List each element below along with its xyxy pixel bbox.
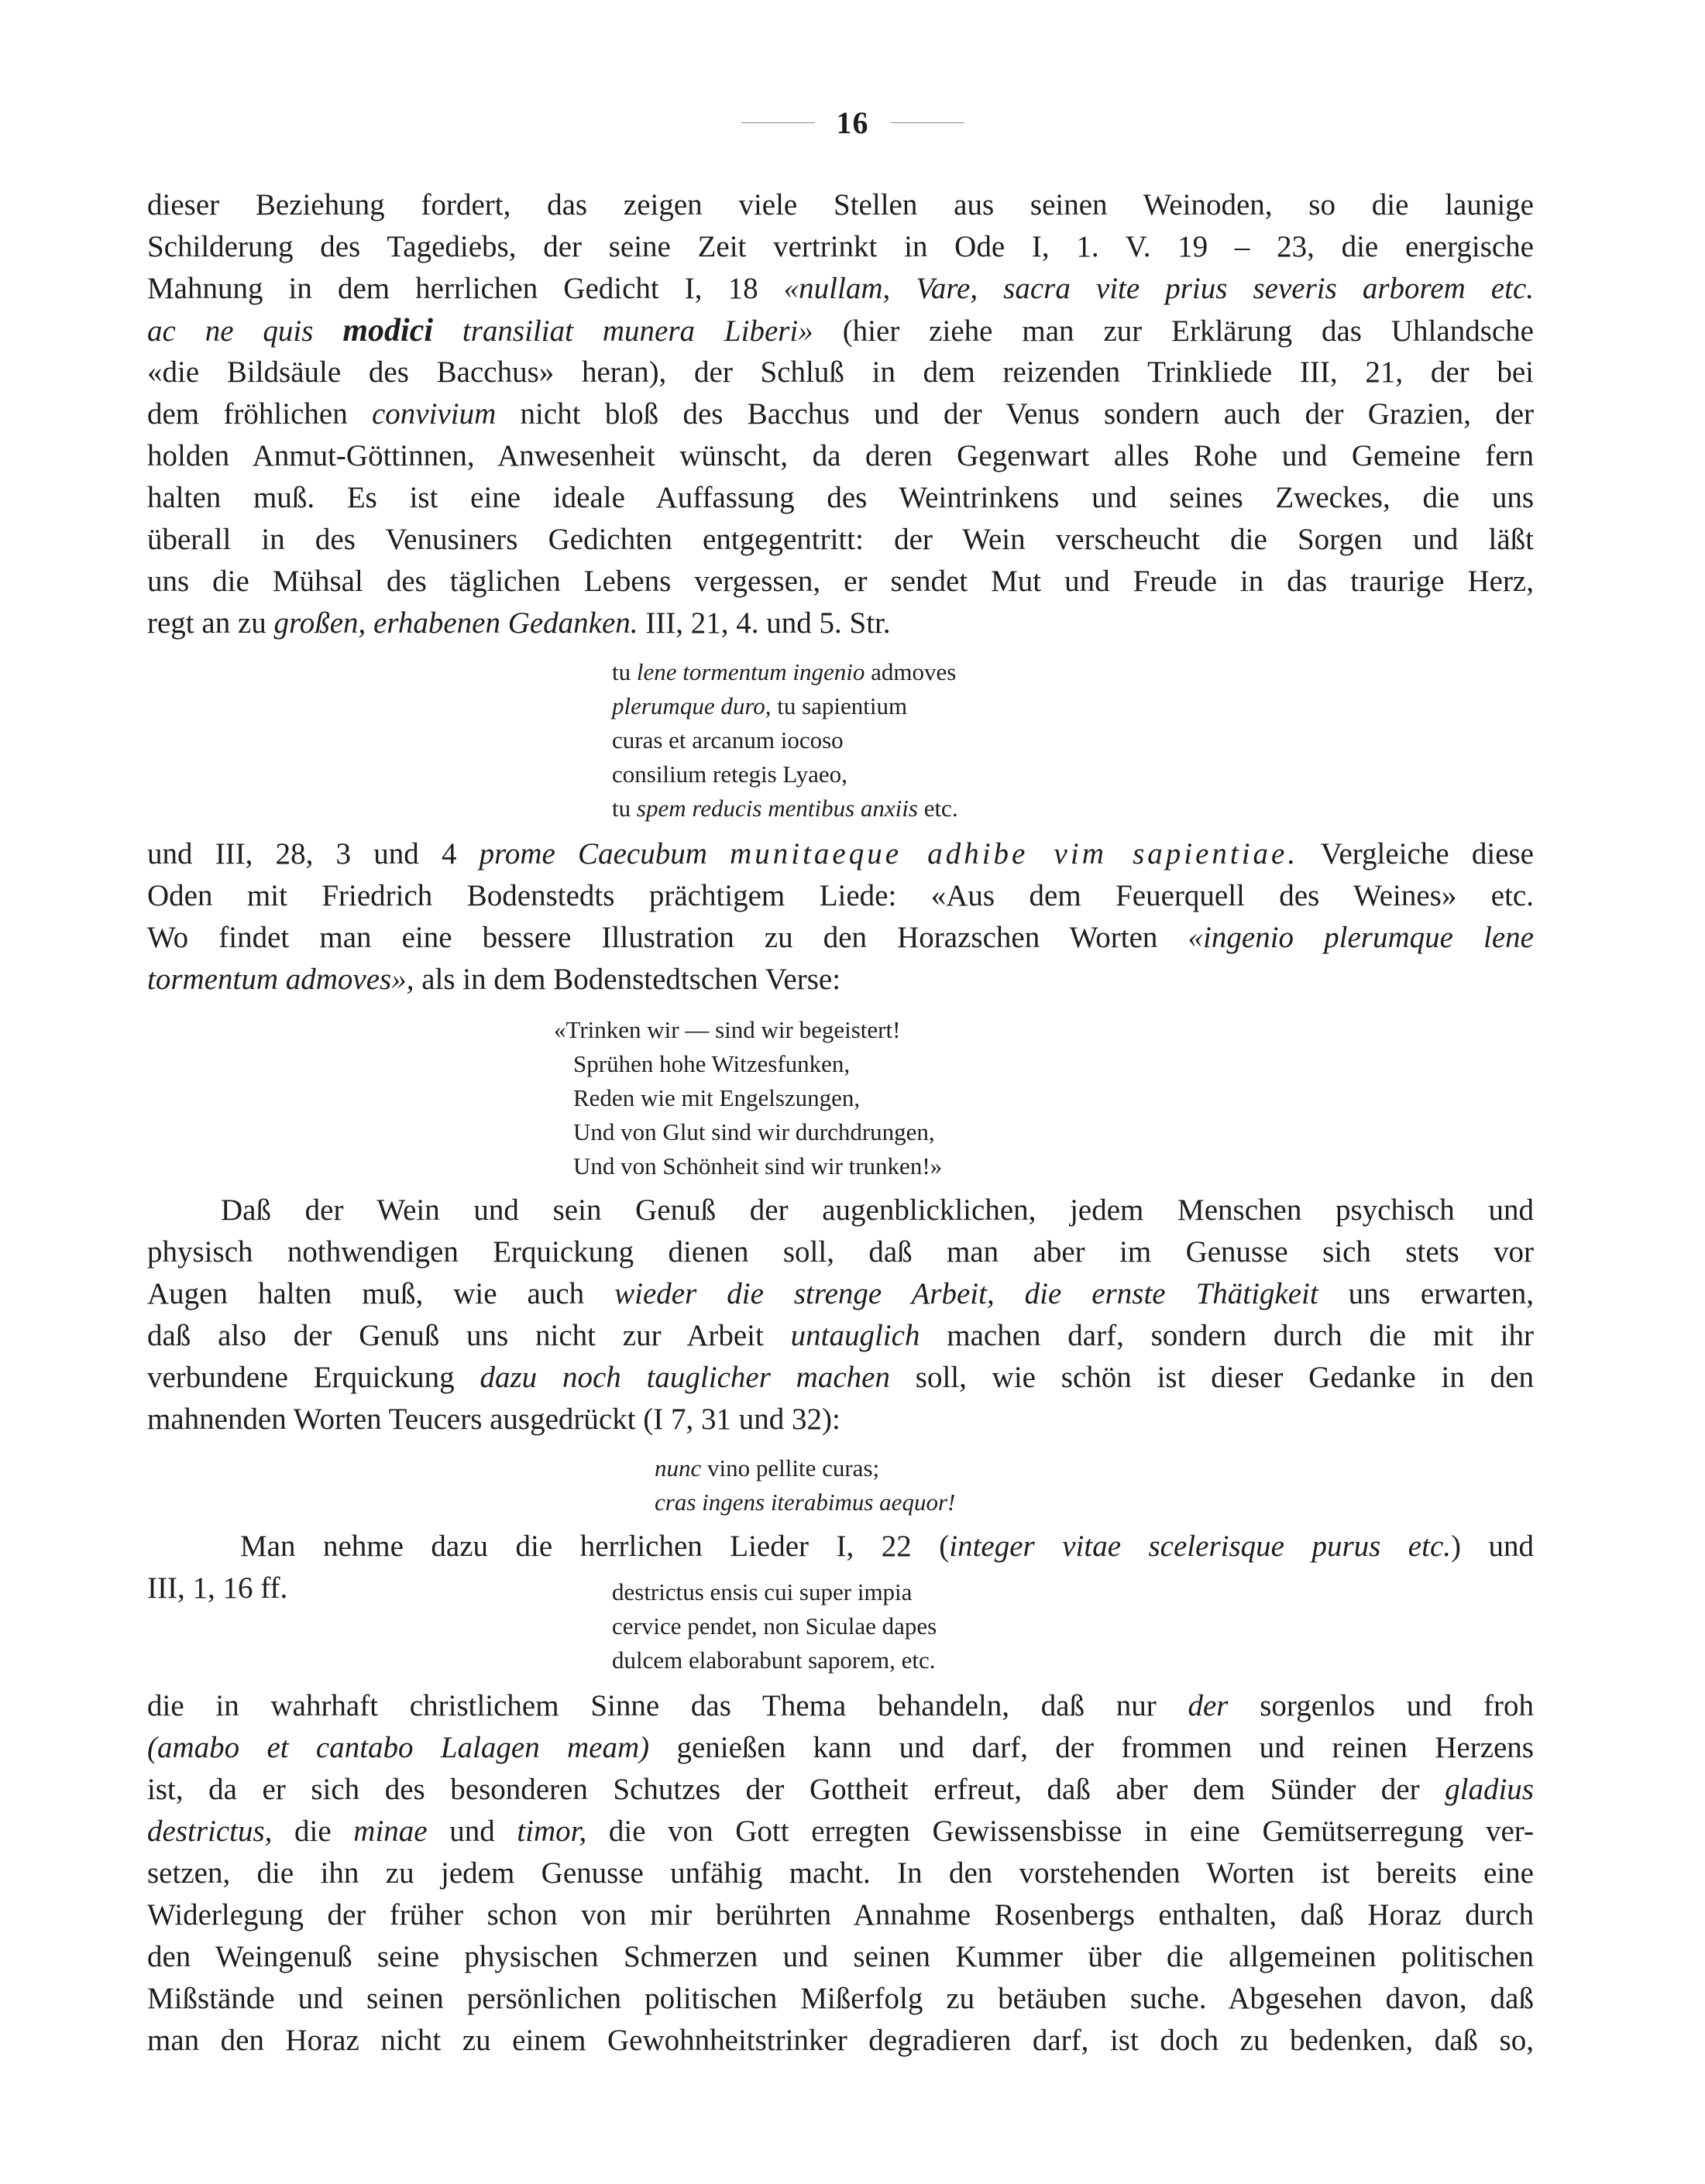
text-line: und III, 28, 3 und 4 prome Caecubum munitaeque adhibe vim sapientiae. Vergleiche diese (147, 837, 1534, 871)
text-line: tormentum admoves», als in dem Bodenstedtschen Verse: (147, 963, 841, 996)
verse-line: tu spem reducis mentibus anxiis etc. (612, 795, 958, 822)
verse-line: Und von Schönheit sind wir trunken!» (573, 1152, 943, 1180)
text-line: Widerlegung der früher schon von mir berührten Annahme Rosenbergs enthalten, daß Horaz durch (147, 1898, 1534, 1932)
verse-line: Und von Glut sind wir durchdrungen, (573, 1118, 935, 1145)
text-line: ac ne quis modici transiliat munera Liberi» (hier ziehe man zur Erklärung das Uhlandsche (147, 313, 1534, 349)
text-line: destrictus, die minae und timor, die von Gott erregten Gewissensbisse in eine Gemütserregung ver- (147, 1815, 1535, 1848)
text-line: dem fröhlichen convivium nicht bloß des Bacchus und der Venus sondern auch der Grazien, der (147, 397, 1534, 431)
text-line: man den Horaz nicht zu einem Gewohnheitstrinker degradieren darf, ist doch zu bedenken, daß so, (147, 2024, 1534, 2057)
verse-line: destrictus ensis cui super impia (612, 1578, 913, 1605)
page-number-rule-right (891, 122, 964, 123)
text-line: holden Anmut-Göttinnen, Anwesenheit wünscht, da deren Gegenwart alles Rohe und Gemeine fern (147, 439, 1534, 472)
text-line: Wo findet man eine bessere Illustration zu den Horazschen Worten «ingenio plerumque lene (147, 921, 1534, 954)
text-line: überall in des Venusiners Gedichten entgegentritt: der Wein verscheucht die Sorgen und läßt (147, 523, 1534, 556)
verse-line: «Trinken wir — sind wir begeistert! (554, 1016, 901, 1043)
text-line: III, 1, 16 ff. (147, 1571, 288, 1605)
text-line: Daß der Wein und sein Genuß der augenblicklichen, jedem Menschen psychisch und (221, 1193, 1534, 1227)
text-line: ist, da er sich des besonderen Schutzes der Gottheit erfreut, daß aber dem Sünder der gladius (147, 1773, 1534, 1806)
text-line: Mahnung in dem herrlichen Gedicht I, 18 «nullam, Vare, sacra vite prius severis arborem etc. (147, 272, 1534, 305)
text-line: Man nehme dazu die herrlichen Lieder I, 22 (integer vitae scelerisque purus etc.) und (240, 1530, 1534, 1563)
verse-line: plerumque duro, tu sapientium (612, 692, 908, 719)
page-number (0, 105, 1705, 141)
verse-line: consilium retegis Lyaeo, (612, 761, 847, 788)
verse-line: tu lene tormentum ingenio admoves (612, 658, 957, 685)
verse-line: nunc vino pellite curas; (655, 1454, 880, 1482)
verse-line: Sprühen hohe Witzesfunken, (573, 1050, 851, 1077)
verse-line: Reden wie mit Engelszungen, (573, 1084, 861, 1111)
page-number-rule-left (741, 122, 815, 123)
text-line: setzen, die ihn zu jedem Genusse unfähig macht. In den vorstehenden Worten ist bereits eine (147, 1856, 1534, 1890)
latin-quote: «nullam, Vare, sacra vite prius severis arborem etc. (783, 272, 1534, 305)
text-line: «die Bildsäule des Bacchus» heran), der Schluß in dem reizenden Trinkliede III, 21, der bei (147, 355, 1534, 389)
text-line: mahnenden Worten Teucers ausgedrückt (I 7, 31 und 32): (147, 1403, 840, 1436)
text-line: den Weingenuß seine physischen Schmerzen und seinen Kummer über die allgemeinen politischen (147, 1940, 1534, 1973)
page-number-text: 16 (836, 105, 869, 140)
verse-line: dulcem elaborabunt saporem, etc. (612, 1647, 936, 1674)
text-line: Mißstände und seinen persönlichen politischen Mißerfolg zu betäuben suche. Abgesehen davon, daß (147, 1982, 1534, 2015)
text-line: regt an zu großen, erhabenen Gedanken. III, 21, 4. und 5. Str. (147, 606, 891, 640)
text-line: halten muß. Es ist eine ideale Auffassung des Weintrinkens und seines Zweckes, die uns (147, 481, 1534, 514)
text-line: Schilderung des Tagediebs, der seine Zeit vertrinkt in Ode I, 1. V. 19 – 23, die energische (147, 230, 1534, 263)
text-line: dieser Beziehung fordert, das zeigen viele Stellen aus seinen Weinoden, so die launige (147, 188, 1534, 221)
verse-line: cervice pendet, non Siculae dapes (612, 1612, 937, 1640)
emphasis-word: modici (342, 313, 434, 349)
verse-line: curas et arcanum iocoso (612, 726, 844, 754)
text-line: Oden mit Friedrich Bodenstedts prächtigem Liede: «Aus dem Feuerquell des Weines» etc. (147, 879, 1534, 912)
text-line: verbundene Erquickung dazu noch tauglicher machen soll, wie schön ist dieser Gedanke in den (147, 1361, 1534, 1394)
text-line: uns die Mühsal des täglichen Lebens vergessen, er sendet Mut und Freude in das traurige Herz, (147, 565, 1534, 598)
text-line: Augen halten muß, wie auch wieder die strenge Arbeit, die ernste Thätigkeit uns erwarten, (147, 1277, 1534, 1310)
text-line: (amabo et cantabo Lalagen meam) genießen kann und darf, der frommen und reinen Herzens (147, 1731, 1534, 1764)
text-line: die in wahrhaft christlichem Sinne das Thema behandeln, daß nur der sorgenlos und froh (147, 1689, 1534, 1722)
text-line: daß also der Genuß uns nicht zur Arbeit untauglich machen darf, sondern durch die mit ihr (147, 1319, 1534, 1352)
verse-line: cras ingens iterabimus aequor! (655, 1489, 956, 1516)
text-line: physisch nothwendigen Erquickung dienen soll, daß man aber im Genusse sich stets vor (147, 1235, 1534, 1269)
